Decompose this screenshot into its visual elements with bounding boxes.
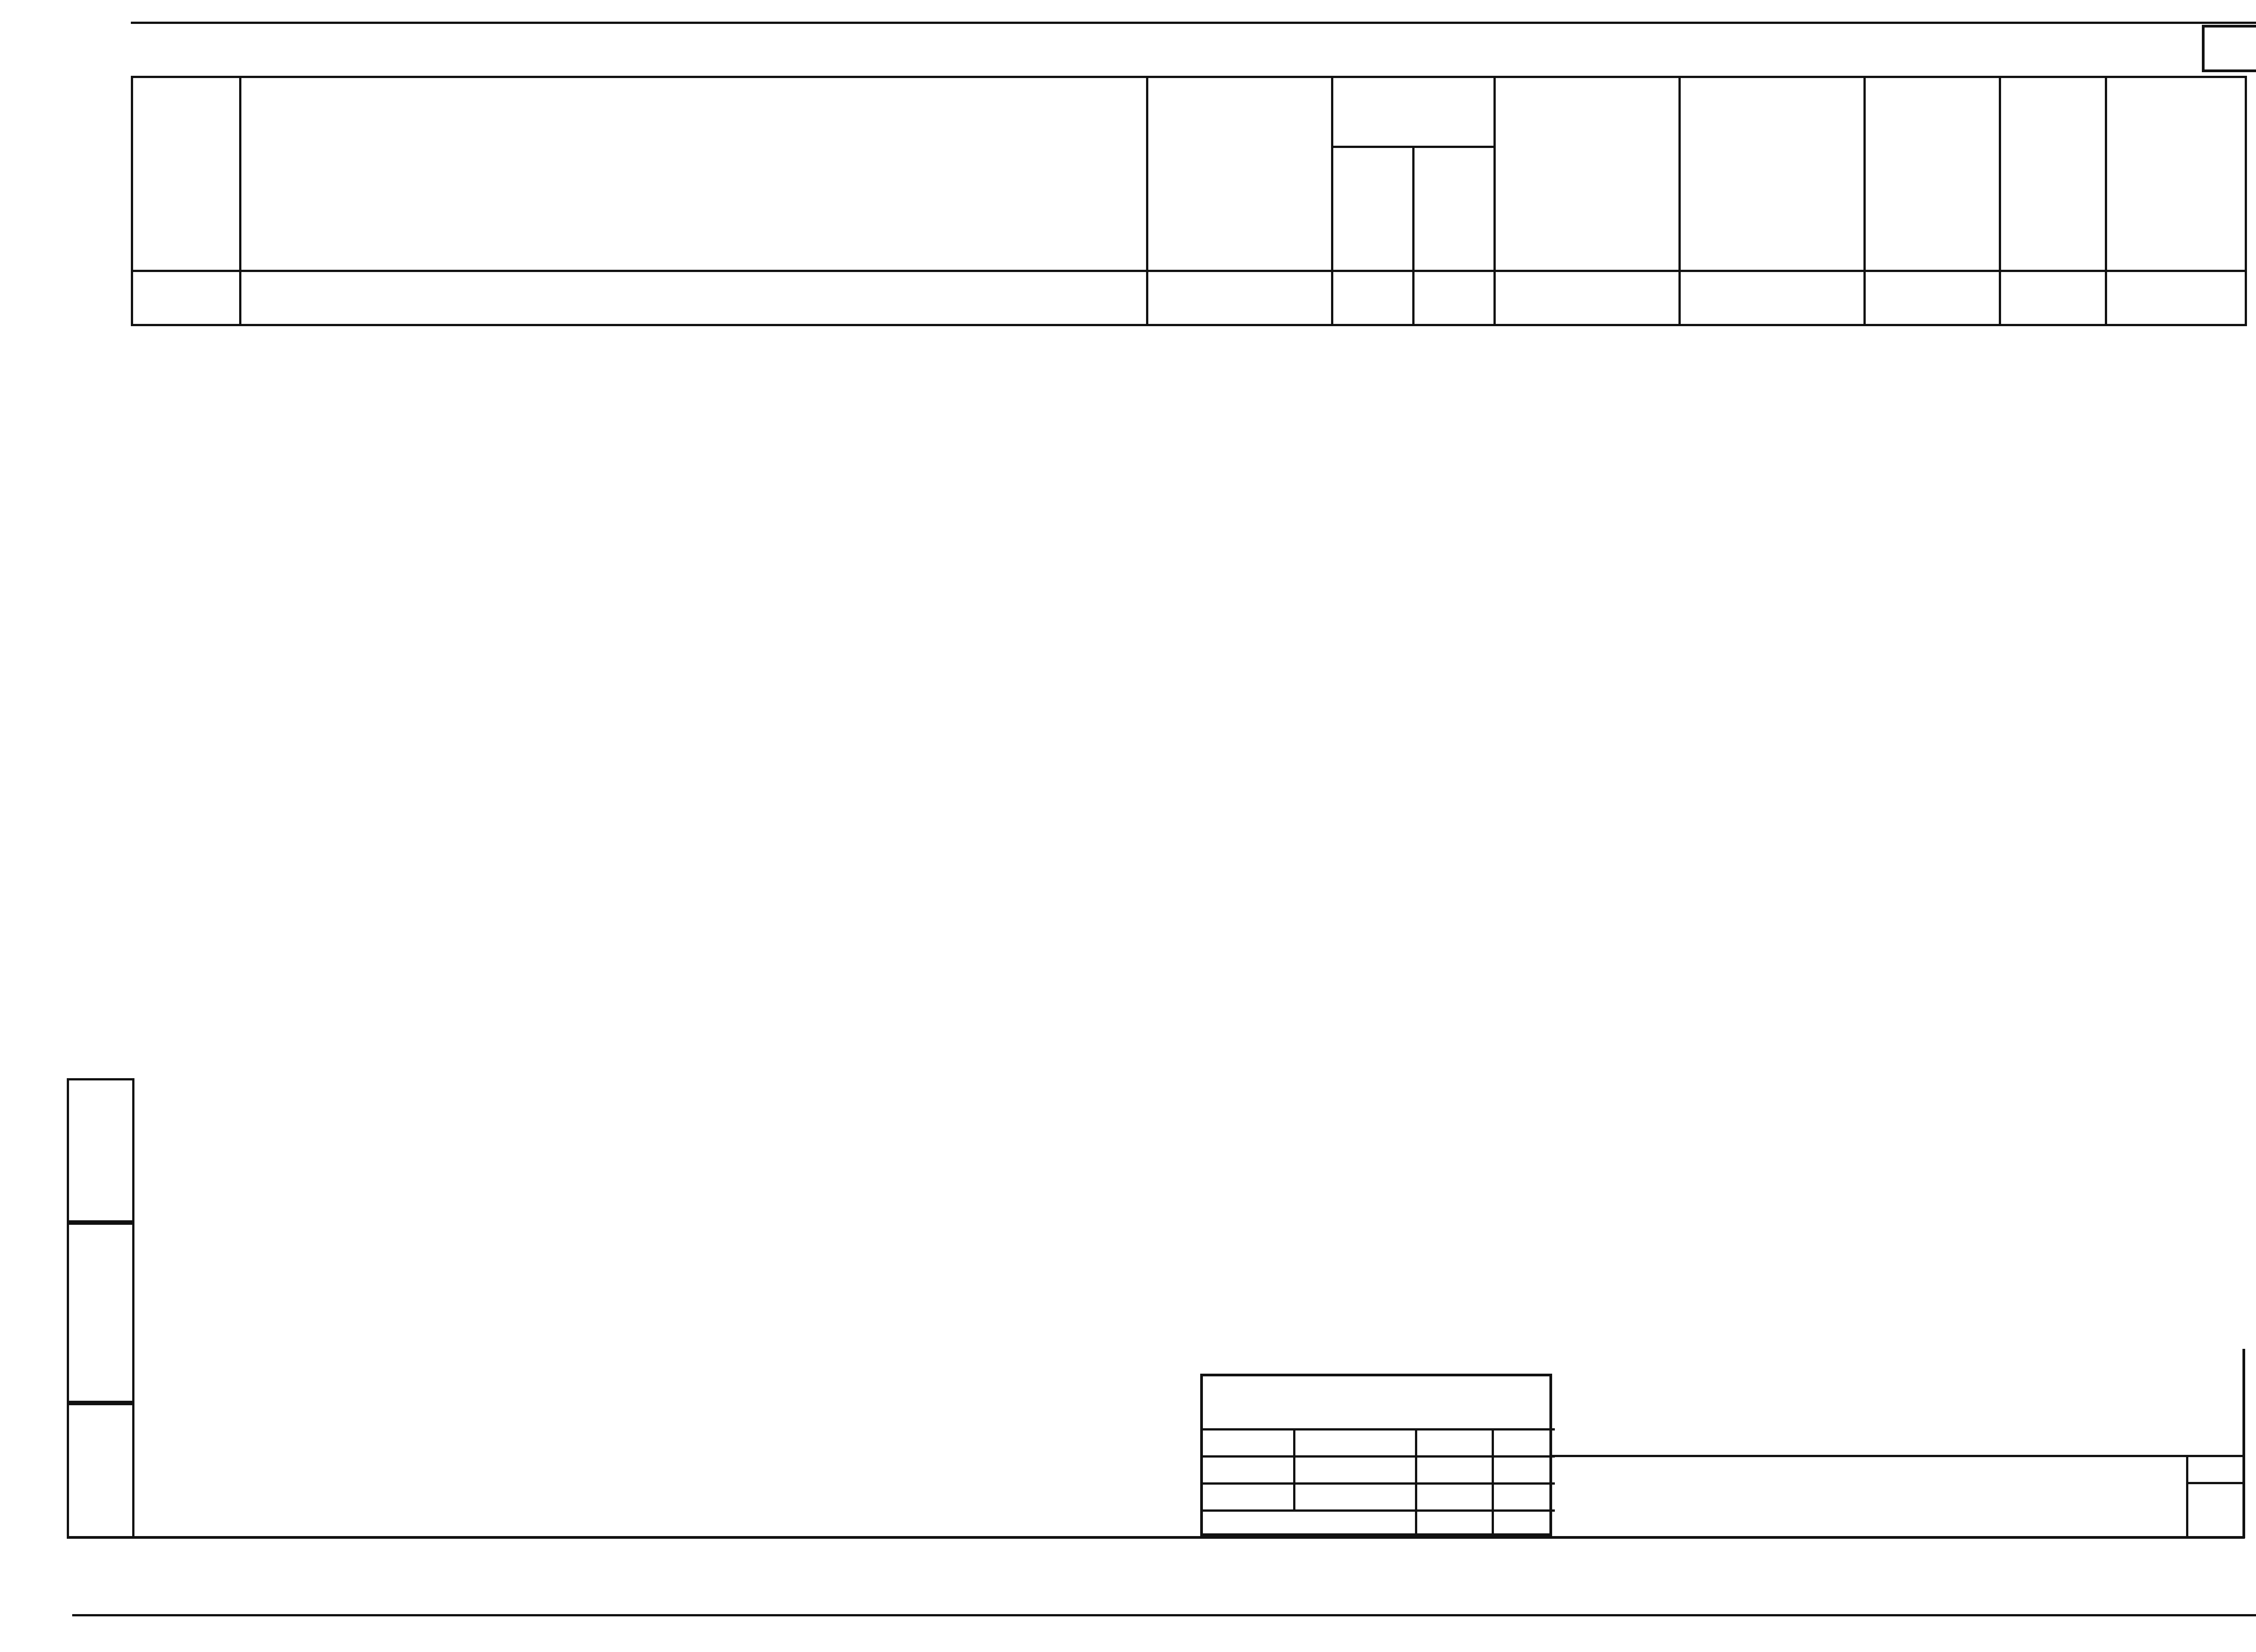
stamp-line bbox=[1492, 1428, 1494, 1539]
col-number bbox=[1680, 271, 1865, 325]
top-frame-line bbox=[131, 22, 2256, 24]
header-unit-price bbox=[1865, 77, 2000, 271]
header-type bbox=[1147, 77, 1332, 271]
stamp-line bbox=[1203, 1428, 1555, 1431]
header-unit-name bbox=[1332, 147, 1414, 271]
side-stamp-inv-original bbox=[67, 1403, 134, 1538]
page-bottom-line bbox=[72, 1614, 2256, 1616]
stamp-line bbox=[1203, 1509, 1555, 1512]
col-number bbox=[1865, 271, 2000, 325]
col-number bbox=[240, 271, 1147, 325]
header-name bbox=[240, 77, 1147, 271]
binding-stamp bbox=[1200, 1374, 1552, 1536]
header-factory-code bbox=[1495, 77, 1680, 271]
col-number bbox=[1414, 271, 1495, 325]
col-number bbox=[2000, 271, 2106, 325]
header-position bbox=[132, 77, 240, 271]
header-unit-group bbox=[1332, 77, 1495, 147]
col-number bbox=[132, 271, 240, 325]
stamp-line bbox=[1415, 1428, 1417, 1539]
right-frame-line bbox=[2242, 1349, 2245, 1538]
col-number bbox=[1147, 271, 1332, 325]
header-unit-mass bbox=[2106, 77, 2246, 271]
col-number bbox=[2106, 271, 2246, 325]
header-quantity bbox=[2000, 77, 2106, 271]
side-stamp-signature bbox=[67, 1223, 134, 1403]
stamp-line bbox=[1293, 1428, 1295, 1509]
header-unit-code bbox=[1414, 147, 1495, 271]
col-number bbox=[1495, 271, 1680, 325]
side-stamp-replaced-inv bbox=[67, 1078, 134, 1223]
header-equipment-code bbox=[1680, 77, 1865, 271]
sheet-number bbox=[2202, 25, 2256, 72]
bottom-frame-line bbox=[67, 1536, 2245, 1539]
title-block-top bbox=[1550, 1455, 2245, 1457]
specification-table bbox=[131, 76, 2247, 326]
stamp-line bbox=[1203, 1482, 1555, 1485]
title-block-list-divider bbox=[2186, 1455, 2188, 1538]
col-number bbox=[1332, 271, 1414, 325]
title-block-list-hline bbox=[2186, 1482, 2245, 1484]
stamp-line bbox=[1203, 1455, 1555, 1458]
